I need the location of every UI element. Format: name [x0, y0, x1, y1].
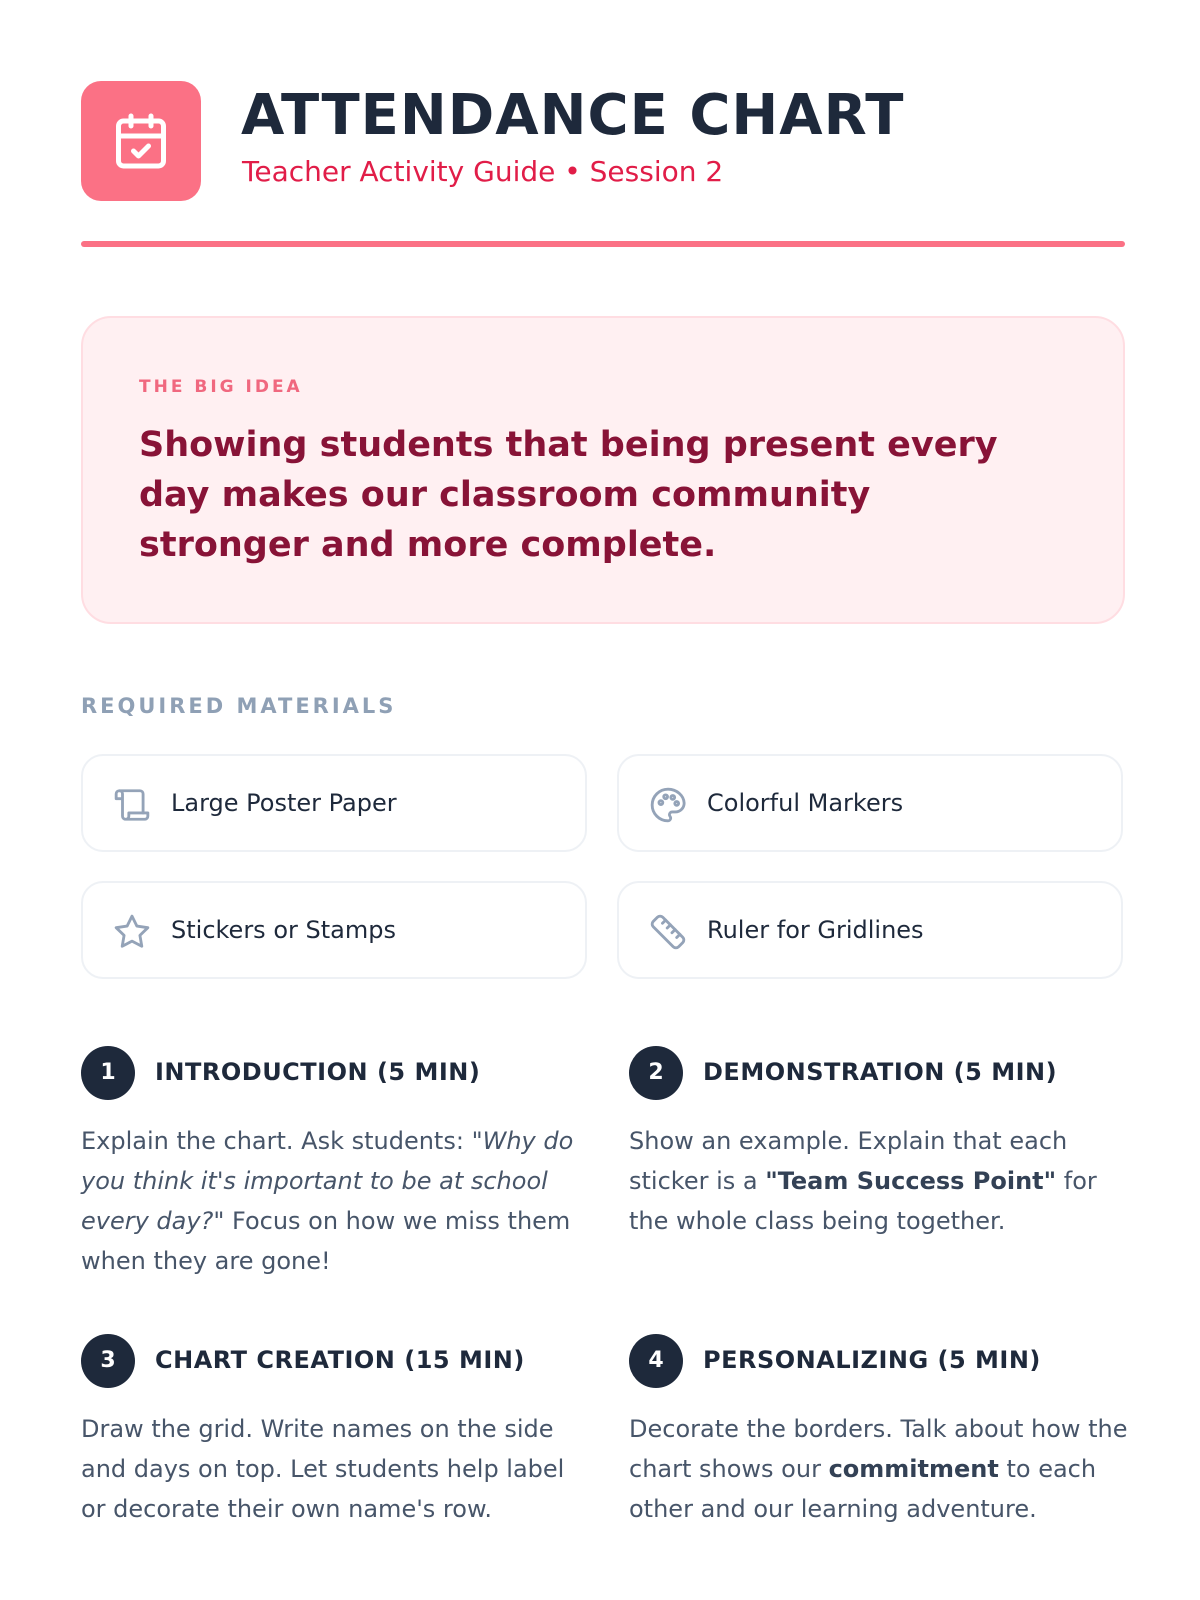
- step-highlight: "Team Success Point": [765, 1167, 1057, 1195]
- material-item-poster-paper: [81, 754, 587, 852]
- step-number-badge: 3: [81, 1334, 135, 1388]
- ruler-icon: [649, 913, 687, 951]
- page-subtitle: Teacher Activity Guide • Session 2: [242, 155, 724, 188]
- material-label: Colorful Markers: [707, 789, 904, 817]
- calendar-check-icon: [111, 111, 171, 171]
- big-idea-text: Showing students that being present every day makes our classroom community stronger and more complete.: [139, 425, 998, 565]
- material-label: Large Poster Paper: [171, 789, 397, 817]
- scroll-icon: [113, 786, 151, 824]
- step-highlight: commitment: [828, 1455, 999, 1483]
- step-number-badge: 2: [629, 1046, 683, 1100]
- star-icon: [113, 913, 151, 951]
- step-number-badge: 4: [629, 1334, 683, 1388]
- material-item-markers: [617, 754, 1123, 852]
- step-quote: "Why do you think it's important to be at school every day?": [81, 1127, 574, 1235]
- material-item-stickers: [81, 881, 587, 979]
- step-number-badge: 1: [81, 1046, 135, 1100]
- big-idea-label: THE BIG IDEA: [139, 377, 303, 397]
- palette-icon: [649, 786, 687, 824]
- material-item-ruler: [617, 881, 1123, 979]
- step-title: DEMONSTRATION (5 MIN): [703, 1058, 1058, 1086]
- header: [81, 81, 1125, 201]
- step-description: Explain the chart. Ask students: "Why do you think it's important to be at school every day?" Focus on how we miss them when they are gone!: [81, 1127, 574, 1275]
- step-title: INTRODUCTION (5 MIN): [155, 1058, 481, 1086]
- step-title: CHART CREATION (15 MIN): [155, 1346, 525, 1374]
- logo-badge: [81, 81, 201, 201]
- material-label: Ruler for Gridlines: [707, 916, 924, 944]
- header-divider: [81, 241, 1125, 247]
- step-description: Draw the grid. Write names on the side and days on top. Let students help label or decorate their own name's row.: [81, 1415, 565, 1523]
- page-title: ATTENDANCE CHART: [241, 83, 905, 148]
- material-label: Stickers or Stamps: [171, 916, 396, 944]
- step-description: Show an example. Explain that each sticker is a "Team Success Point" for the whole class being together.: [629, 1127, 1097, 1235]
- step-title: PERSONALIZING (5 MIN): [703, 1346, 1041, 1374]
- materials-heading: REQUIRED MATERIALS: [81, 694, 397, 718]
- big-idea-card: [81, 316, 1125, 624]
- step-description: Decorate the borders. Talk about how the chart shows our commitment to each other and our learning adventure.: [629, 1415, 1128, 1523]
